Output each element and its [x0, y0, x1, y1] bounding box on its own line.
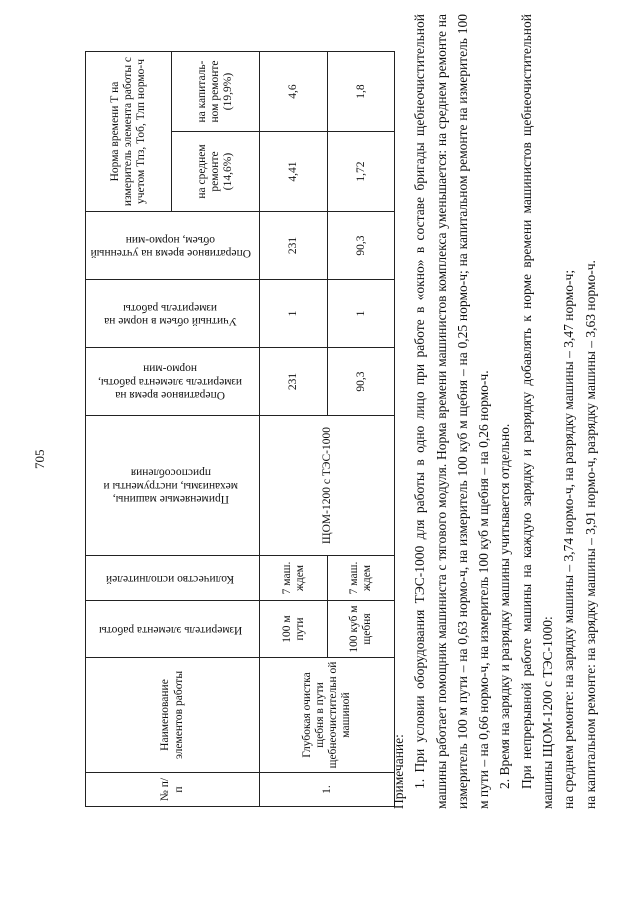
norms-table: [85, 51, 395, 807]
header-meter: Измеритель элемента работы: [86, 601, 260, 658]
row-op-time: 231: [260, 348, 328, 416]
row-op-time-volume: 90,3: [328, 212, 395, 280]
row-norm-avg: 1,72: [328, 132, 395, 212]
row-meter: 100 м пути: [260, 601, 328, 658]
row-name: Глубокая очистка щебня в пути щебнеочистительн ой машиной: [260, 658, 395, 773]
notes-section: [388, 14, 601, 809]
header-volume: Учитный объем в норме на измеритель работы: [86, 280, 260, 348]
header-norm-avg: на среднем ремонте (14,6%): [172, 132, 260, 212]
note-1: 1. При условии оборудования ТЭС-1000 для работы в одно лицо при работе в «окно» в составе бригады щебнеочистительной машины работает помощник машиниста с тягового модуля. Норма времени машинистов комплекса уменьшается: на среднем ремонте на измеритель 100 м пути – на 0,63 нормо-ч, на измеритель 100 куб м щебня – на 0,25 нормо-ч; на капитальном ремонте на измеритель 100 м пути – на 0,66 нормо-ч, на измеритель 100 куб м щебня – на 0,26 нормо-ч.: [412, 14, 492, 809]
note-2: 2. Время на зарядку и разрядку машины учитывается отдельно.: [497, 423, 513, 789]
row-machine: ЩОМ-1200 с ТЭС-1000: [260, 416, 395, 556]
row-meter: 100 куб м щебня: [328, 601, 395, 658]
header-machines: Применяемые машины, механизмы, инструменты и приспособления: [86, 416, 260, 556]
header-op-time: Оперативное время на измеритель элемента работы, нормо-мин: [86, 348, 260, 416]
row-norm-cap: 1,8: [328, 52, 395, 132]
note-5: на капитальном ремонте: на зарядку машины – 3,91 нормо-ч, разрядку машины – 3,63 нормо-ч.: [582, 260, 598, 809]
row-volume: 1: [260, 280, 328, 348]
page-number: 705: [32, 449, 47, 469]
header-op-time-volume: Оперативное время на учтенный объем, нормо-мин: [86, 212, 260, 280]
notes-title: Примечание:: [391, 734, 406, 809]
header-norm-cap: на капиталь-ном ремонте (19,9%): [172, 52, 260, 132]
row-norm-cap: 4,6: [260, 52, 328, 132]
note-4: на среднем ремонте: на зарядку машины – 3,74 нормо-ч, на разрядку машины – 3,47 нормо-ч;: [561, 269, 577, 809]
row-num: 1.: [260, 773, 395, 807]
header-name: Наименование элементов работы: [86, 658, 260, 773]
row-executors: 7 маш. ждем: [260, 556, 328, 601]
header-executors: Количество исполнителей: [86, 556, 260, 601]
row-executors: 7 маш. ждем: [328, 556, 395, 601]
row-volume: 1: [328, 280, 395, 348]
header-norm-group: Норма времени Т на измеритель элемента работы с учетом Тпз, Тоб, Тлп нормо-ч: [86, 52, 172, 212]
row-norm-avg: 4,41: [260, 132, 328, 212]
table-row: [260, 52, 328, 807]
note-3: При непрерывной работе машины на каждую зарядку и разрядку добавлять к норме времени машинистов щебнеочистительной машины ЩОМ-1200 с ТЭС-1000:: [518, 14, 556, 809]
table-header-row: [86, 52, 172, 807]
row-op-time: 90,3: [328, 348, 395, 416]
row-op-time-volume: 231: [260, 212, 328, 280]
header-num: № п/п: [86, 773, 260, 807]
